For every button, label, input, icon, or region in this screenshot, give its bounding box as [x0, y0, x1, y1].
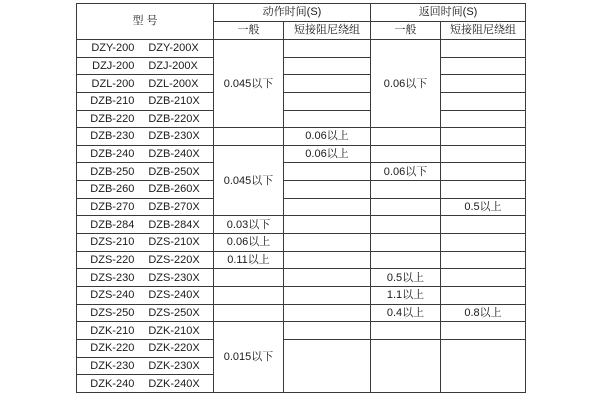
action-general-cell: 0.045以下: [214, 40, 284, 128]
return-general-cell: [371, 234, 441, 252]
table-row: [77, 57, 526, 75]
return-damping-cell: [441, 40, 526, 58]
return-damping-cell: [441, 57, 526, 75]
model-name-variant: DZJ-200X: [148, 59, 198, 72]
model-cell: [77, 145, 214, 163]
return-damping-cell: [441, 269, 526, 287]
return-damping-cell: [441, 234, 526, 252]
action-damping-cell: [284, 304, 371, 322]
model-cell: [77, 322, 214, 340]
model-column-header: 型 号: [77, 4, 214, 40]
model-name-variant: DZB-250X: [148, 165, 200, 178]
model-cell: [77, 234, 214, 252]
return-general-cell: [371, 251, 441, 269]
model-name-primary: DZK-210: [90, 324, 135, 337]
action-general-cell: [214, 286, 284, 304]
table-row: [77, 110, 526, 128]
return-damping-cell: [441, 322, 526, 340]
action-general-cell: [214, 269, 284, 287]
action-time-group-header: 动作时间(S): [214, 4, 371, 22]
table-row: [77, 40, 526, 58]
action-general-cell: [214, 304, 284, 322]
model-name-variant: DZS-250X: [148, 306, 200, 319]
action-general-cell: [214, 128, 284, 146]
return-general-cell: [371, 128, 441, 146]
model-name-primary: DZB-220: [90, 112, 135, 125]
table-row: [77, 286, 526, 304]
relay-spec-table: [76, 3, 526, 393]
model-name-primary: DZS-240: [90, 289, 135, 302]
return-general-cell: 0.4以上: [371, 304, 441, 322]
action-damping-cell: [284, 57, 371, 75]
return-damping-cell: [441, 145, 526, 163]
model-name-variant: DZY-200X: [148, 42, 199, 55]
model-name-primary: DZB-250: [90, 165, 135, 178]
model-name-variant: DZB-240X: [148, 148, 200, 161]
action-general-cell: 0.03以下: [214, 216, 284, 234]
model-cell: [77, 110, 214, 128]
table-row: [77, 339, 526, 357]
model-cell: [77, 57, 214, 75]
return-damping-cell: [441, 251, 526, 269]
model-cell: [77, 92, 214, 110]
model-name-variant: DZK-230X: [148, 359, 200, 372]
return-damping-cell: [441, 181, 526, 199]
model-name-variant: DZB-220X: [148, 112, 200, 125]
model-name-variant: DZK-240X: [148, 377, 200, 390]
action-damping-cell: [284, 234, 371, 252]
model-name-variant: DZB-270X: [148, 201, 200, 214]
return-damping-cell: [441, 110, 526, 128]
model-name-primary: DZK-240: [90, 377, 135, 390]
return-damping-cell: [441, 216, 526, 234]
action-damping-cell: [284, 75, 371, 93]
model-cell: [77, 375, 214, 393]
model-name-variant: DZL-200X: [148, 77, 199, 90]
action-damping-cell: [284, 322, 371, 340]
model-name-variant: DZS-220X: [148, 253, 200, 266]
model-cell: [77, 128, 214, 146]
model-cell: [77, 75, 214, 93]
model-name-variant: DZS-230X: [148, 271, 200, 284]
table-row: [77, 322, 526, 340]
return-damping-cell: [441, 163, 526, 181]
table-row: [77, 251, 526, 269]
return-general-cell: 1.1以上: [371, 286, 441, 304]
model-name-variant: DZB-210X: [148, 95, 200, 108]
action-damping-cell: [284, 269, 371, 287]
return-general-header: 一般: [371, 22, 441, 40]
model-name-primary: DZB-270: [90, 201, 135, 214]
action-general-cell: 0.045以下: [214, 145, 284, 216]
model-cell: [77, 339, 214, 357]
table-row: [77, 269, 526, 287]
model-cell: [77, 357, 214, 375]
return-time-group-header: 返回时间(S): [371, 4, 526, 22]
model-name-variant: DZK-210X: [148, 324, 200, 337]
return-damping-cell: [441, 92, 526, 110]
return-damping-cell: [441, 286, 526, 304]
table-row: [77, 216, 526, 234]
model-name-variant: DZB-260X: [148, 183, 200, 196]
action-damping-cell: [284, 163, 371, 181]
model-cell: [77, 40, 214, 58]
model-name-variant: DZB-284X: [148, 218, 200, 231]
action-damping-cell: [284, 339, 371, 392]
model-name-primary: DZK-220: [90, 342, 135, 355]
action-general-cell: 0.11以上: [214, 251, 284, 269]
model-name-primary: DZB-210: [90, 95, 135, 108]
model-name-variant: DZB-230X: [148, 130, 200, 143]
return-damping-cell: [441, 339, 526, 392]
model-name-primary: DZL-200: [91, 77, 135, 90]
table-row: [77, 163, 526, 181]
action-damping-cell: [284, 286, 371, 304]
action-damping-cell: [284, 216, 371, 234]
action-general-header: 一般: [214, 22, 284, 40]
model-name-variant: DZS-210X: [148, 236, 200, 249]
model-name-primary: DZB-284: [90, 218, 135, 231]
table-row: [77, 234, 526, 252]
return-general-cell: [371, 145, 441, 163]
model-name-primary: DZS-220: [90, 253, 135, 266]
model-cell: [77, 216, 214, 234]
return-general-cell: [371, 216, 441, 234]
return-general-cell: [371, 339, 441, 392]
model-name-variant: DZS-240X: [148, 289, 200, 302]
model-cell: [77, 198, 214, 216]
model-cell: [77, 181, 214, 199]
model-name-variant: DZK-220X: [148, 342, 200, 355]
action-damping-cell: [284, 92, 371, 110]
model-cell: [77, 269, 214, 287]
return-general-cell: [371, 181, 441, 199]
table-row: [77, 145, 526, 163]
model-name-primary: DZK-230: [90, 359, 135, 372]
table-row: [77, 75, 526, 93]
return-general-cell: [371, 322, 441, 340]
action-damping-cell: [284, 110, 371, 128]
return-general-cell: 0.5以上: [371, 269, 441, 287]
table-row: [77, 304, 526, 322]
model-cell: [77, 286, 214, 304]
return-general-cell: 0.06以下: [371, 163, 441, 181]
action-damping-cell: [284, 40, 371, 58]
return-damping-cell: [441, 128, 526, 146]
return-general-cell: [371, 198, 441, 216]
action-general-cell: 0.015以下: [214, 322, 284, 393]
return-damping-cell: 0.8以上: [441, 304, 526, 322]
action-damping-cell: [284, 251, 371, 269]
model-cell: [77, 251, 214, 269]
model-name-primary: DZY-200: [91, 42, 135, 55]
action-damping-cell: [284, 181, 371, 199]
table-row: [77, 198, 526, 216]
return-damping-cell: 0.5以上: [441, 198, 526, 216]
table-row: [77, 92, 526, 110]
return-damping-cell: [441, 75, 526, 93]
model-name-primary: DZJ-200: [92, 59, 135, 72]
model-name-primary: DZB-240: [90, 148, 135, 161]
model-cell: [77, 304, 214, 322]
model-cell: [77, 163, 214, 181]
return-general-cell: 0.06以下: [371, 40, 441, 128]
return-damping-header: 短接阻尼绕组: [441, 22, 526, 40]
table-row: [77, 128, 526, 146]
model-name-primary: DZB-260: [90, 183, 135, 196]
action-general-cell: 0.06以上: [214, 234, 284, 252]
table-row: [77, 181, 526, 199]
action-damping-cell: 0.06以上: [284, 128, 371, 146]
action-damping-header: 短接阻尼绕组: [284, 22, 371, 40]
action-damping-cell: [284, 198, 371, 216]
action-damping-cell: 0.06以上: [284, 145, 371, 163]
model-name-primary: DZB-230: [90, 130, 135, 143]
model-name-primary: DZS-210: [90, 236, 135, 249]
model-name-primary: DZS-230: [90, 271, 135, 284]
header-row-groups: [77, 4, 526, 22]
model-name-primary: DZS-250: [90, 306, 135, 319]
